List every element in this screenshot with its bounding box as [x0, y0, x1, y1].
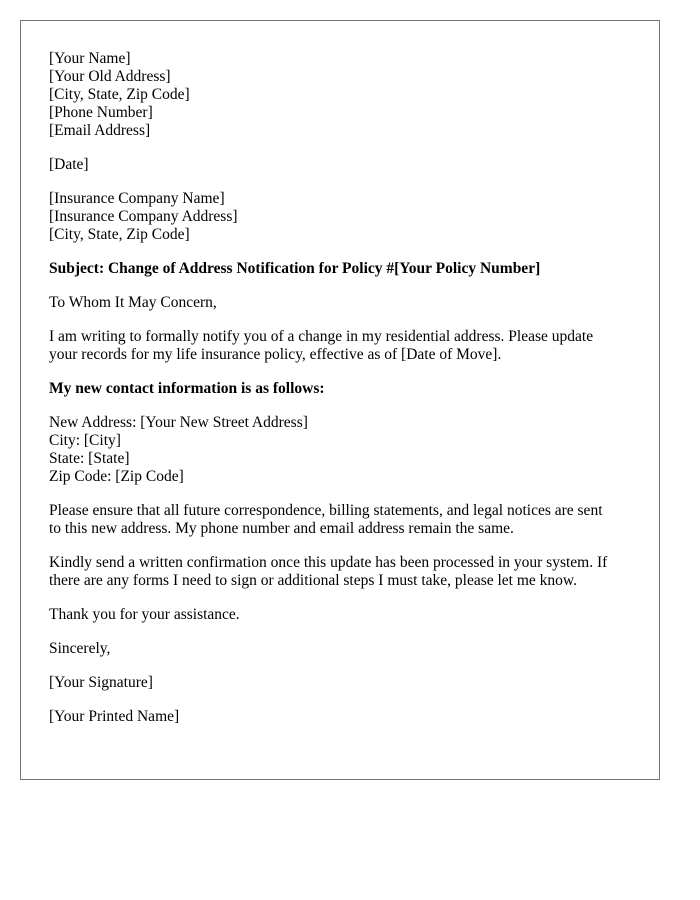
ensure-line-2: to this new address. My phone number and email address remain the same.: [49, 520, 514, 537]
recipient-city-state-zip: [City, State, Zip Code]: [49, 226, 190, 243]
sender-city-state-zip: [City, State, Zip Code]: [49, 86, 190, 103]
sender-email: [Email Address]: [49, 122, 151, 139]
new-city: City: [City]: [49, 432, 121, 449]
thanks-paragraph: Thank you for your assistance.: [49, 606, 240, 623]
signature-placeholder: [Your Signature]: [49, 674, 153, 691]
intro-line-1: I am writing to formally notify you of a change in my residential address. Please update: [49, 328, 594, 345]
sender-old-address: [Your Old Address]: [49, 68, 171, 85]
printed-name: [Your Printed Name]: [49, 708, 180, 725]
recipient-block: [49, 190, 631, 244]
salutation: To Whom It May Concern,: [49, 294, 217, 311]
letter-date: [Date]: [49, 156, 89, 173]
new-zip: Zip Code: [Zip Code]: [49, 468, 184, 485]
confirm-line-2: there are any forms I need to sign or additional steps I must take, please let me know.: [49, 572, 577, 589]
letter-document: [20, 20, 660, 780]
sender-name: [Your Name]: [49, 50, 131, 67]
new-contact-info: [49, 414, 631, 486]
date-block: [49, 156, 631, 174]
new-address: New Address: [Your New Street Address]: [49, 414, 308, 431]
recipient-company-name: [Insurance Company Name]: [49, 190, 225, 207]
confirm-paragraph: [49, 554, 631, 590]
ensure-line-1: Please ensure that all future correspondence, billing statements, and legal notices are sent: [49, 502, 603, 519]
sign-off: Sincerely,: [49, 640, 111, 657]
ensure-paragraph: [49, 502, 631, 538]
recipient-company-address: [Insurance Company Address]: [49, 208, 238, 225]
new-info-heading: My new contact information is as follows:: [49, 380, 325, 397]
sender-block: [49, 50, 631, 140]
new-state: State: [State]: [49, 450, 130, 467]
intro-paragraph: [49, 328, 631, 364]
confirm-line-1: Kindly send a written confirmation once this update has been processed in your system. If: [49, 554, 608, 571]
intro-line-2: your records for my life insurance policy, effective as of [Date of Move].: [49, 346, 502, 363]
subject-line: Subject: Change of Address Notification for Policy #[Your Policy Number]: [49, 260, 541, 277]
sender-phone: [Phone Number]: [49, 104, 153, 121]
